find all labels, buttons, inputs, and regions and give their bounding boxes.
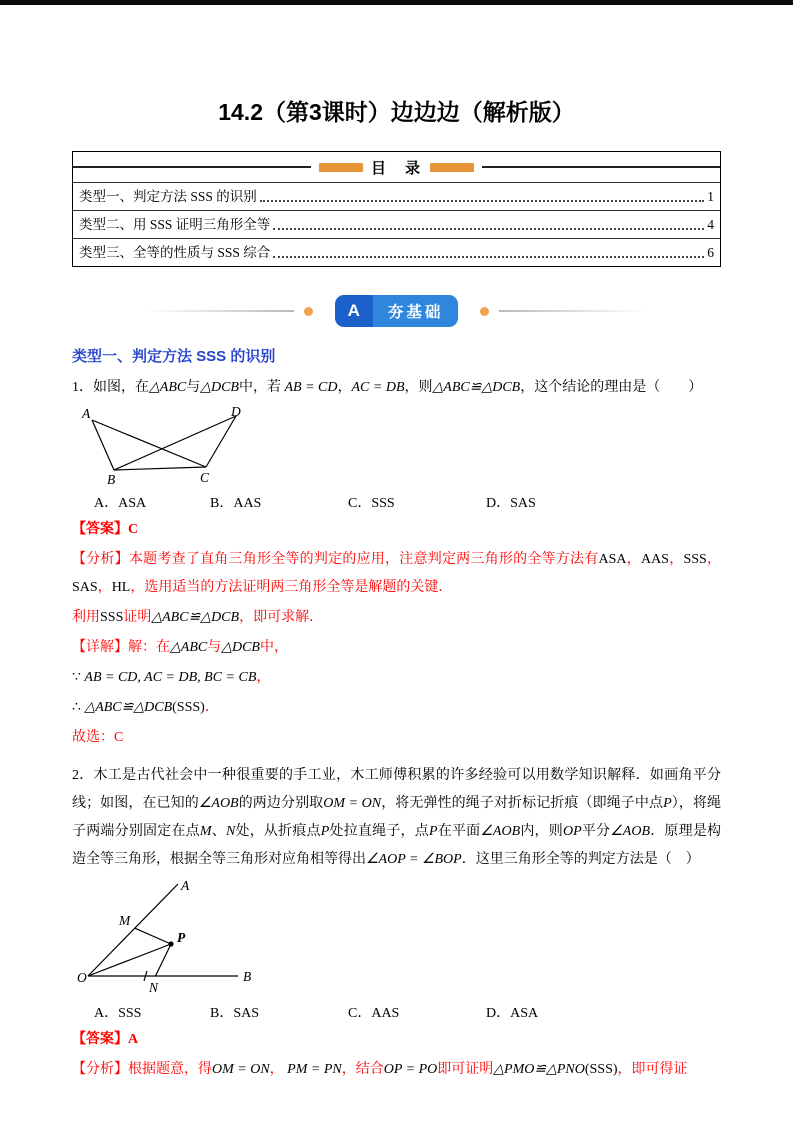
text-segment: 处拉直绳子，点: [329, 824, 429, 839]
text-segment: 在平面: [437, 824, 481, 839]
fig1-label-B: B: [107, 472, 116, 486]
text-segment: 1．如图，在: [72, 380, 149, 395]
question1-options: [72, 492, 721, 512]
text-segment: ，则: [404, 380, 433, 395]
math-segment: ∠AOB: [480, 824, 521, 839]
question2-figure: [76, 878, 276, 996]
text-segment: ，: [269, 1062, 288, 1077]
fig2-label-N: N: [149, 980, 159, 995]
text-segment: 【分析】根据题意，得: [72, 1062, 212, 1077]
math-segment: AC = DB: [351, 380, 405, 395]
decor-dot-right: [480, 307, 489, 316]
text-segment: ，这个结论的理由是（ ）: [520, 380, 703, 395]
text-segment: ），将绳子两端分别固定在点: [72, 796, 722, 839]
toc-decor-bar-right: [430, 163, 474, 172]
math-segment: SSS: [683, 552, 707, 567]
text-segment: ，选用适当的方法证明两三角形全等是解题的关键．: [130, 580, 453, 595]
q2-option-c: C．AAS: [348, 1006, 400, 1021]
text-segment: 的两边分别取: [238, 796, 324, 811]
badge-label: 夯基础: [373, 295, 459, 327]
toc-entry-page: 4: [707, 217, 714, 232]
question1-solution-line2: [72, 694, 721, 722]
question2-stem: [72, 762, 721, 874]
question2-options: [72, 1002, 721, 1022]
question2-analysis: [72, 1056, 721, 1084]
fig2-label-B: B: [243, 969, 252, 984]
math-segment: OM = ON: [323, 796, 382, 811]
text-segment: 证明: [123, 610, 152, 625]
math-segment: (SSS): [584, 1062, 618, 1077]
text-segment: 与: [207, 640, 222, 655]
page-title: 14.2（第3课时）边边边（解析版）: [218, 99, 575, 125]
decor-line-right: [499, 310, 647, 312]
question1-stem: [72, 374, 721, 402]
fig2-label-P: P: [177, 930, 186, 945]
toc-decor-line-right: [482, 166, 720, 168]
math-segment: ∠AOB: [610, 824, 651, 839]
question1-analysis: [72, 546, 721, 602]
text-segment: 平分: [581, 824, 611, 839]
toc-header: [73, 152, 720, 182]
text-segment: 中，若: [239, 380, 285, 395]
fig1-label-C: C: [200, 470, 210, 485]
fig2-point-P-dot: [168, 941, 173, 946]
section1-heading: 类型一、判定方法 SSS 的识别: [72, 348, 276, 365]
text-segment: ，: [97, 580, 112, 595]
question2-answer: 【答案】A: [72, 1032, 139, 1047]
question1-answer: 【答案】C: [72, 522, 139, 537]
badge-letter: A: [335, 295, 373, 327]
math-segment: M: [199, 824, 212, 839]
fig2-label-A: A: [181, 878, 190, 893]
text-segment: ，结合: [341, 1062, 384, 1077]
toc-decor-bar-left: [319, 163, 363, 172]
math-segment: HL: [111, 580, 131, 595]
math-segment: ∠AOB: [198, 796, 239, 811]
section-badge-row: [72, 295, 721, 327]
q1-option-c: C．SSS: [348, 496, 395, 511]
math-segment: P: [320, 824, 330, 839]
math-segment: △ABC≌△DCB: [432, 380, 521, 395]
math-segment: △ABC: [149, 380, 187, 395]
math-segment: ASA: [598, 552, 627, 567]
question1-analysis-2: [72, 604, 721, 632]
toc-box: [72, 151, 721, 267]
text-segment: 、: [211, 824, 226, 839]
level-badge: [335, 295, 459, 327]
math-segment: △ABC≌△DCB: [84, 700, 173, 715]
text-segment: 内，则: [520, 824, 563, 839]
math-segment: OM = ON: [212, 1062, 270, 1077]
math-segment: OP: [562, 824, 582, 839]
math-segment: △DCB: [200, 380, 239, 395]
question1-solution-line1: [72, 664, 721, 692]
text-segment: ，即可求解．: [239, 610, 324, 625]
toc-entry-page: 1: [707, 189, 714, 204]
math-segment: SAS: [72, 580, 98, 595]
fig2-label-O: O: [77, 970, 87, 985]
text-segment: 处，从折痕点: [235, 824, 321, 839]
text-segment: ．: [204, 700, 219, 715]
math-segment: AB = CD: [284, 380, 338, 395]
decor-dot-left: [304, 307, 313, 316]
toc-entry-label: 类型一、判定方法 SSS 的识别: [79, 189, 257, 204]
toc-entry-1[interactable]: [73, 182, 720, 210]
text-segment: ，: [668, 552, 684, 567]
toc-dot-leader: [273, 256, 704, 258]
text-segment: 2．木工是古代社会中一种很重要的手工业，木工师傅积累的许多经验可以用数学知识解释．如画角平分线；如图，在已知的: [72, 768, 721, 811]
text-segment: ，: [626, 552, 641, 567]
question1-solution-head: [72, 634, 721, 662]
q1-option-d: D．SAS: [486, 496, 536, 511]
math-segment: AAS: [640, 552, 669, 567]
toc-decor-line-left: [73, 166, 311, 168]
page-top-edge: [0, 0, 793, 5]
math-segment: (SSS): [172, 700, 205, 715]
q1-option-a: A．ASA: [94, 496, 147, 511]
q2-option-a: A．SSS: [94, 1006, 142, 1021]
math-segment: P: [428, 824, 438, 839]
toc-entry-3[interactable]: [73, 238, 720, 266]
math-segment: ∠AOP = ∠BOP: [366, 852, 462, 867]
text-segment: 中，: [260, 640, 288, 655]
text-segment: ，: [256, 670, 271, 685]
fig2-label-M: M: [119, 913, 131, 928]
math-segment: ∴: [72, 700, 85, 715]
toc-entry-page: 6: [707, 245, 714, 260]
math-segment: △ABC: [170, 640, 208, 655]
text-segment: ，: [706, 552, 722, 567]
text-segment: 【详解】解：在: [72, 640, 170, 655]
q1-option-b: B．AAS: [210, 496, 262, 511]
toc-entry-label: 类型二、用 SSS 证明三角形全等: [79, 217, 271, 232]
math-segment: △PMO≌△PNO: [493, 1062, 585, 1077]
text-segment: ，将无弹性的绳子对折标记折痕（即绳子中点: [381, 796, 664, 811]
math-segment: SSS: [100, 610, 124, 625]
math-segment: N: [225, 824, 236, 839]
math-segment: AB = CD, AC = DB, BC = CB: [84, 670, 257, 685]
text-segment: ，: [337, 380, 352, 395]
question1-conclusion: 故选：C: [72, 730, 124, 745]
toc-entry-2[interactable]: [73, 210, 720, 238]
math-segment: ∵: [72, 670, 85, 685]
question1-figure: [76, 406, 291, 486]
q2-option-d: D．ASA: [486, 1006, 539, 1021]
q2-option-b: B．SAS: [210, 1006, 260, 1021]
math-segment: △ABC≌△DCB: [151, 610, 240, 625]
math-segment: OP = PO: [383, 1062, 438, 1077]
math-segment: PM = PN: [287, 1062, 342, 1077]
fig1-label-D: D: [231, 406, 241, 419]
text-segment: ，即可得证: [617, 1062, 688, 1077]
decor-line-left: [146, 310, 294, 312]
text-segment: ．这里三角形全等的判定方法是（ ）: [461, 852, 700, 867]
toc-dot-leader: [273, 228, 704, 230]
toc-entry-label: 类型三、全等的性质与 SSS 综合: [79, 245, 271, 260]
toc-dot-leader: [260, 200, 704, 202]
math-segment: △DCB: [221, 640, 260, 655]
text-segment: 与: [186, 380, 201, 395]
math-segment: P: [663, 796, 672, 811]
text-segment: 即可证明: [437, 1062, 494, 1077]
text-segment: ．原理是构造全等三角形，根据全等三角形对应角相等得出: [72, 824, 722, 867]
text-segment: 【分析】本题考查了直角三角形全等的判定的应用，注意判定两三角形的全等方法有: [72, 552, 599, 567]
fig1-label-A: A: [82, 406, 91, 421]
text-segment: 利用: [72, 610, 100, 625]
toc-title: 目 录: [371, 160, 423, 177]
